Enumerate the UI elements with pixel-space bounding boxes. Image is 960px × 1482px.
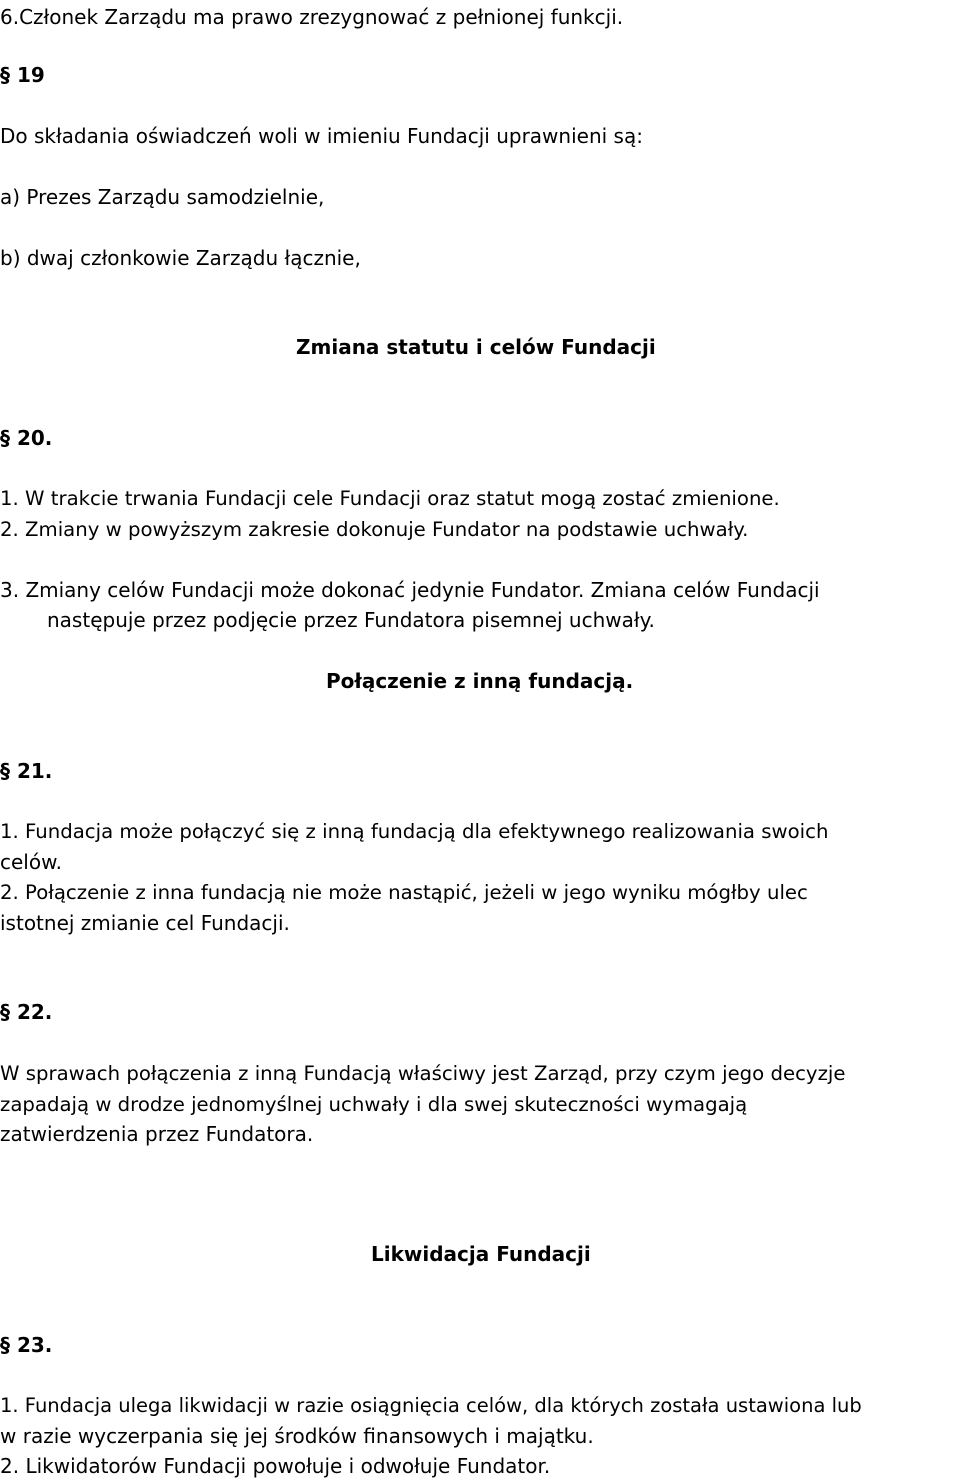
section-number: § 21. [0, 759, 53, 783]
text-line: 1. Fundacja może połączyć się z inną fundacją dla efektywnego realizowania swoich [0, 820, 829, 843]
text-line: a) Prezes Zarządu samodzielnie, [0, 185, 325, 209]
text-line: W sprawach połączenia z inną Fundacją właściwy jest Zarząd, przy czym jego decyzje [0, 1062, 846, 1085]
text-line: 1. W trakcie trwania Fundacji cele Fundacji oraz statut mogą zostać zmienione. [0, 487, 780, 510]
text-line: 2. Zmiany w powyższym zakresie dokonuje Fundator na podstawie uchwały. [0, 518, 749, 541]
text-line: zapadają w drodze jednomyślnej uchwały i dla swej skuteczności wymagają [0, 1093, 748, 1116]
text-line: celów. [0, 850, 62, 874]
section-number: § 22. [0, 1000, 53, 1024]
section-heading: Likwidacja Fundacji [371, 1242, 591, 1266]
text-line: 6.Członek Zarządu ma prawo zrezygnować z pełnionej funkcji. [0, 5, 624, 29]
text-line: b) dwaj członkowie Zarządu łącznie, [0, 246, 361, 270]
text-line: zatwierdzenia przez Fundatora. [0, 1122, 314, 1146]
text-line: istotnej zmianie cel Fundacji. [0, 911, 290, 935]
section-number: § 19 [0, 63, 45, 87]
text-line: następuje przez podjęcie przez Fundatora pisemnej uchwały. [47, 608, 655, 632]
text-line: 2. Połączenie z inna fundacją nie może nastąpić, jeżeli w jego wyniku mógłby ulec [0, 881, 808, 904]
section-heading: Połączenie z inną fundacją. [326, 669, 634, 693]
text-line: 1. Fundacja ulega likwidacji w razie osiągnięcia celów, dla których została ustawiona lub [0, 1394, 862, 1417]
text-line: 3. Zmiany celów Fundacji może dokonać jedynie Fundator. Zmiana celów Fundacji [0, 578, 820, 602]
text-line: Do składania oświadczeń woli w imieniu Fundacji uprawnieni są: [0, 124, 643, 148]
text-line: 2. Likwidatorów Fundacji powołuje i odwołuje Fundator. [0, 1454, 551, 1478]
section-number: § 20. [0, 426, 53, 450]
section-number: § 23. [0, 1333, 53, 1357]
section-heading: Zmiana statutu i celów Fundacji [296, 335, 656, 359]
text-line: w razie wyczerpania się jej środków finansowych i majątku. [0, 1424, 594, 1448]
